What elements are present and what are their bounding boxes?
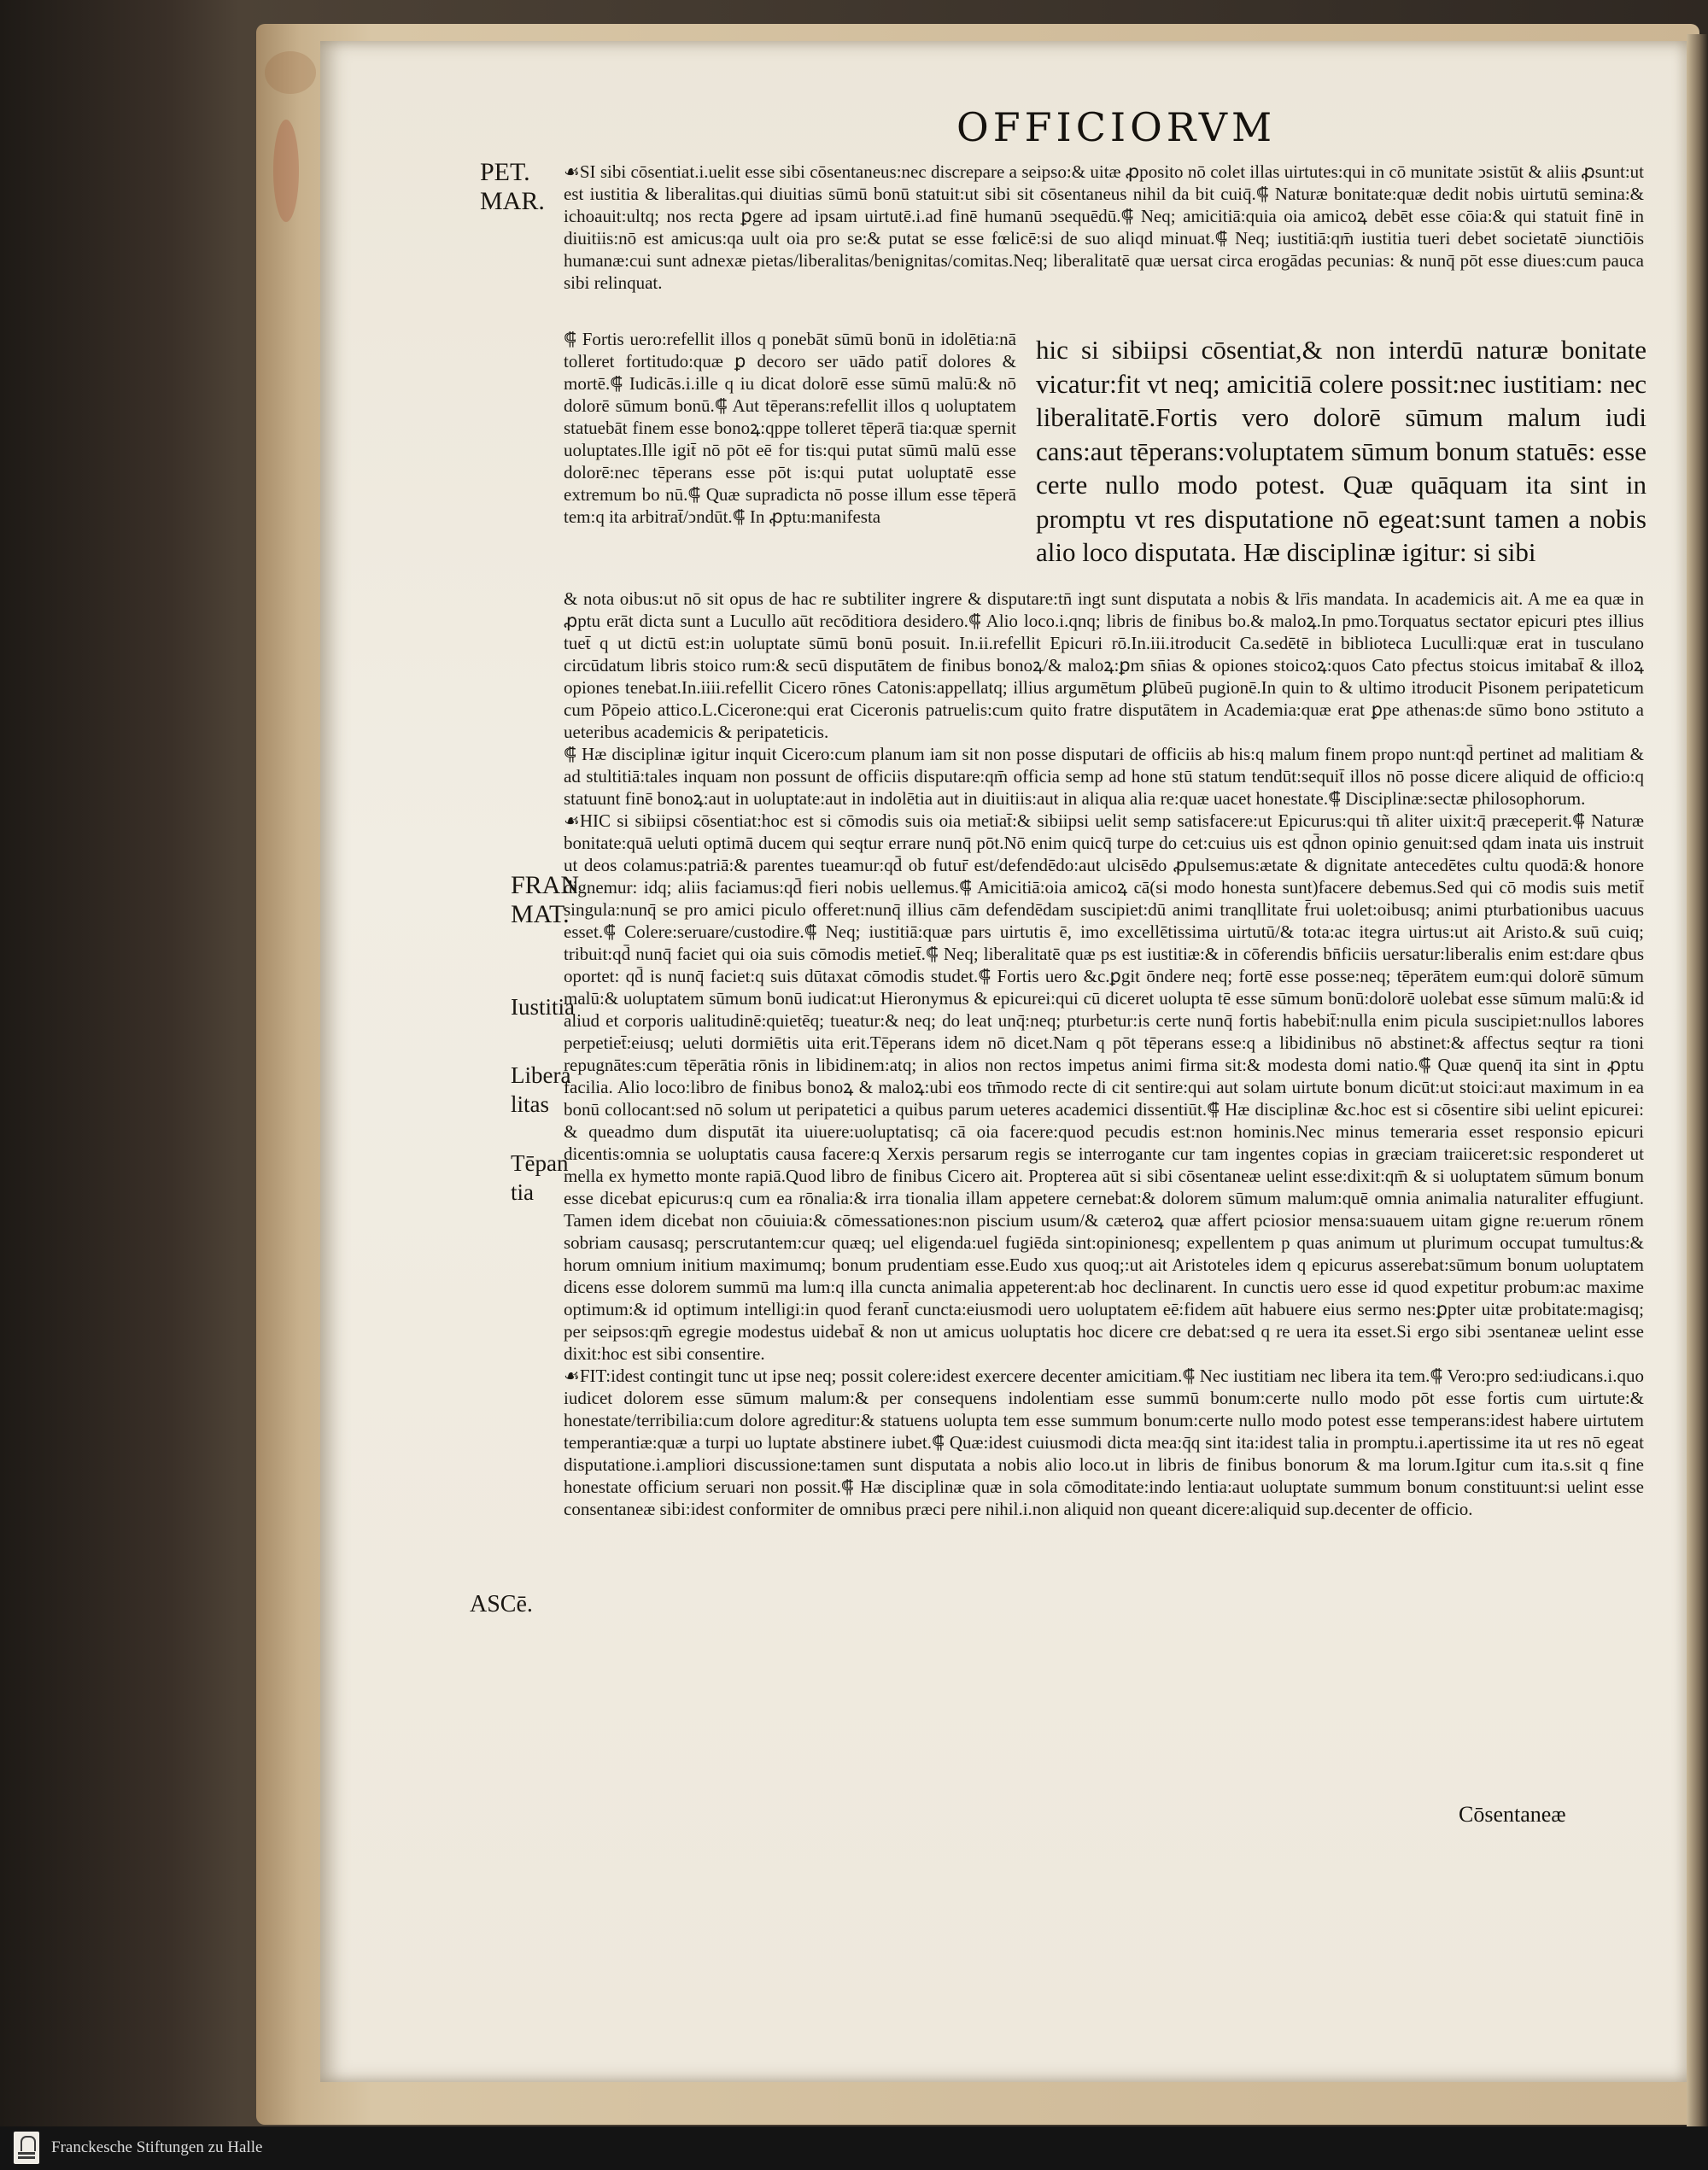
- commentary-wrap-column: ⸿ Fortis uero:refellit illos q ponebāt sūmū bonū in idolētia:nā tolleret fortitudo:quæ ꝑ decoro ser uādo patit̄ dolores & mortē.⸿ Iudicās.i.ille q iu dicat dolorē esse sūmū malū:& nō dolorē sūmum bonū.⸿ Aut tēperans:refellit illos q uoluptatem statuebāt finem esse bonoꝝ:qppe tolleret tēperā tia:quæ spernit uoluptates.Ille igit̄ nō pōt eē for tis:qui putat sūmū malū esse dolorē:nec tēperans esse pōt is:qui putat uoluptatē esse extremum bo nū.⸿ Quæ supradicta nō posse illum esse tēperā tem:q ita arbitrat̄/ↄndūt.⸿ In ꝓptu:manifesta: [564, 329, 1016, 527]
- catchword: Cōsentaneæ: [1459, 1802, 1566, 1827]
- commentary-paragraph: ☙SI sibi cōsentiat.i.uelit esse sibi cōsentaneus:nec discrepare a seipso:& uitæ ꝓposito nō colet illas uirtutes:qui in cō munitate ↄsistūt & aliis ꝓsunt:ut est iustitia & liberalitas.qui diuitias sūmū bonū statuit:ut sibi sit cōsentaneus nihil da bit cuiq̄.⸿ Naturæ bonitate:quæ dedit nobis uirtutū semina:& ichoauit:ultq; nos recta ꝑgere ad ipsam uirtutē.i.ad finē humanū ↄsequēdū.⸿ Neq; amicitiā:quia oia amicoꝝ debēt esse cōia:& qui statuit finē in diuitiis:nō est amicus:qa uult oia pro se:& putat se esse fœlicē:si de suo aliqd minuat.⸿ Neq; iustitiā:qm̄ iustitia tueri debet societatē ↄiunctiōis humanæ:cui sunt adnexæ pietas/liberalitas/benignitas/comitas.Neq; liberalitatē quæ uersat circa erogādas pecunias: & nunq̄ pōt esse diues:cum pauca sibi relinquat.: [564, 161, 1644, 293]
- margin-note-iustitia: Iustitia: [511, 994, 575, 1020]
- commentary-paragraph: ☙HIC si sibiipsi cōsentiat:hoc est si cōmodis suis oia metiat̄:& sibiipsi uelit semp satisfacere:ut Epicurus:qui tñ aliter uixit:q̄ præceperit.⸿ Naturæ bonitate:quā ueluti optimā ducem qui seqtur errare nunq̄ pōt.Nō enim quicq̄ turpe do cet:cuius uis est qd̄non opinio genuit:sed qdam inata uis instruit ut deos colamus:patriā:& parentes tueamur:qd̄ ob futur̄ est/defendēdo:aut ulcisēdo ꝓpulsemus:ætate & dignitate antecedētes cultu quodā:& honore dignemur: idq; aliis faciamus:qd̄ fieri nobis uellemus.⸿ Amicitiā:oia amicoꝝ cā(si modo honesta sunt)facere debemus.Sed qui cō modis suis metit̄ singula:nunq̄ se pro amici piculo offeret:nunq̄ illius cām defendēdam suscipiet:dū animi tranqllitate f̄rui uolet:oibusq; animi pturbationibus uacuus esset.⸿ Colere:seruare/custodire.⸿ Neq; iustitiā:quæ pars uirtutis ē, imo excellētissima uirtutū/& tota:ac itegra uirtus:ut ait Aristo.& suū cuiq; tribuit:qd̄ nunq̄ faciet qui oia suis cōmodis metiet̄.⸿ Neq; liberalitatē quæ ps est iustitiæ:& in cōferendis bn̄ficiis uersatur:liberalis enim est:dare qbus oportet: qd̄ is nunq̄ faciet:q suis dūtaxat cōmodis studet.⸿ Fortis uero &c.ꝑgit ōndere neq; fortē esse posse:neq; tēperātem eum:qui dolorē sūmum malū:& uoluptatem sūmum bonū iudicat:ut Hieronymus & epicurei:qui cū diceret uolupta tē esse sūmum bonū:dolorē uolebat esse sūmum malū:& id aliud et corporis ualitudinē:quietēq; tueatur:& neq; do leat unq̄:neq; pturbetur:is certe nunq̄ fortis habebit̄:nulla enim picula suscipiet:nullos labores perpetiet̄:eiusq; ueluti dormiētis uita erit.Tēperans idem nō dicet.Nam q pōt tēperans esse:q a libidinibus nō abstinet:& affectus seqtur ra tioni repugnātes:cum tēperātia rōnis in libidinem:atq; in alios non rectos impetus animi firma sit:& modesta domi natio.⸿ Quæ quenq̄ ita sint in ꝓptu facilia. Alio loco:libro de finibus bonoꝝ & maloꝝ:ubi eos tm̄modo recte di cit sentire:qui aut solam uirtute bonum dicūt:ut stoici:aut maximum in ea bonū collocant:sed nō solum ut peripatetici a quibus parum ueteres academici dissentiūt.⸿ Hæ disciplinæ &c.hoc est si cōsentire sibi uelint epicurei: & queadmo dum disputāt ita uiuere:uoluptatisq; cā oia facere:quod pecudis est:non hominis.Nec minus temeraria esset responsio epicuri dicentis:omnia se uoluptatis causa facere:q Xerxis persarum regis se interrogante cur tam ingentes copias in græciam traiiceret:sic responderet ut mella ex hymetto monte rapiā.Quod libro de finibus Cicero ait. Propterea aūt si sibi cōsentaneæ uelint esse:dixit:qm̄ & si uoluptatem sūmum bonum esse dicebat epicurus:q cum ea rōnalia:& irra tionalia illam appetere cernebat:& dolorem sūmum malum:quē omnia animalia naturaliter effugiunt. Tamen idem dicebat non cōuiuia:& cōmessationes:non piscium usum/& cæteroꝝ quæ affert pciosior mensa:suauem uitam gigne re:uerum rōnem sobriam causasq; perscrutantem:cur quæq; uel eligenda:uel fugiēda sint:opinionesq; expellentem p quas animum ut plurimum occupat tumultus:& horum omnium initium maximumq; bonum prudentiam esse.Eudo xus quoq;:ut ait Aristoteles idem q epicurus asserebat:sūmum bonum uoluptatem dicens esse dolorem summū ma lum:q illa cuncta animalia appeterent:ab hoc declinarent. In cunctis uero esse id quod expetitur probum:ac maxime optimum:& id optimum intelligi:in quod ferant̄ cuncta:eiusmodi uero uoluptatem eē:fidem aūt habuere eius sermo nes:ꝑpter uitæ probitate:magisq; per seipsos:qm̄ egregie modestus uidebat̄ & non ut amicus uoluptatis hoc dicere cre debat:sed q re uera ita esset.Si ergo sibi ↄsentaneæ uelint esse dixit:hoc est sibi consentire.: [564, 810, 1644, 1364]
- footer-bar: [0, 2126, 1708, 2170]
- commentary-paragraph: ☙FIT:idest contingit tunc ut ipse neq; possit colere:idest exercere decenter amicitiam.⸿ Nec iustitiam nec libera ita tem.⸿ Vero:pro sed:iudicans.i.quo iudicet dolorem esse sūmum malum:& per consequens indolentiam esse summū bonum:certe nullo modo pōt esse fortis cum uirtute:& honestate/terribilia:cum dolore agreditur:& statuens uolupta tem esse summum bonum:certe nullo modo potest esse temperans:idest habere uirtutem temperantiæ:quæ a turpi uo luptate abstinere iubet.⸿ Quæ:idest cuiusmodi dicta mea:q̄q sint ita:idest talia in promptu.i.apertissime ita ut res nō egeat disputatione.i.ampliori discussione:tamen sunt disputata a nobis alio loco.ut in libris de finibus bonorum & ma lorum.Igitur cum ita.s.sit q fine honestate officium seruari non possit.⸿ Hæ disciplinæ quæ in sola cōmoditate:indo lentia:aut uoluptate summum bonum constituunt:si uelint esse consentaneæ sibi:idest conformiter de omnibus præci pere nihil.i.non aliquid non queant dicere:aliquid sup.decenter de officio.: [564, 1366, 1644, 1519]
- margin-note-temperantia: Tēpan tia: [511, 1150, 569, 1205]
- commentary-top: [564, 161, 1644, 294]
- footer-institution: Franckesche Stiftungen zu Halle: [51, 2138, 263, 2156]
- commentary-paragraph: & nota oibus:ut nō sit opus de hac re subtiliter ingrere & disputare:tn̄ ingt sunt disputata a nobis & lr̄is mandata. In academicis ait. A me ea quæ in ꝓptu erāt dicta sunt a Lucullo aūt recōditiora desidero.⸿ Alio loco.i.qnq; libris de finibus bo.& maloꝝ.In pmo.Torquatus sectator epicuri ptes illius tuet̄ q ut dictū est:in uoluptate sūmū bonū posuit. In.ii.refellit Epicuri rō.In.iii.itroducit Ca.sedētē in biblioteca Luculli:quæ erat in tusculano circūdatum libris stoico rum:& secū disputātem de finibus bonoꝝ/& maloꝝ:ꝑm sn̄ias & opiones stoicoꝝ:quos Cato pfectus stoicus imitabat̄ & illoꝝ opiones tenebat.In.iiii.refellit Cicero rōnes Catonis:appellatq; illius argumētum ꝑlūbeū pugionē.In quin to & ultimo itroducit Pisonem peripateticum cum Pōpeio attico.L.Cicerone:qui erat Ciceronis patruelis:cum quito fratre disputātem in Academia:quæ erat ꝑpe athenas:de sūmo bono ↄstituto a ueteribus academicis & peripateticis.: [564, 588, 1644, 742]
- paper-stain: [265, 51, 316, 94]
- margin-note-asc: ASCē.: [470, 1591, 533, 1617]
- page-right-edge: [1687, 34, 1708, 2126]
- commentary-paragraph: ⸿ Hæ disciplinæ igitur inquit Cicero:cum planum iam sit non posse disputari de officiis ab his:q malum finem propo nunt:qd̄ pertinet ad malitiam & ad stultitiā:tales inquam non possunt de officiis disputare:qm̄ officia semp ad hone stū statum tendūt:sequit̄ illos nō posse dicere aliquid de officio:q statuunt finē bonoꝝ:aut in uoluptate:aut in indolētia aut in diuitiis:aut in aliqua alia re:quæ uacet honestate.⸿ Disciplinæ:sectæ philosophorum.: [564, 744, 1644, 809]
- running-head: OFFICIORVM: [956, 104, 1277, 150]
- main-text-block: hic si sibiipsi cōsentiat,& non interdū naturæ bonitate vicatur:fit vt neq; amicitiā colere possit:nec iustitiam: nec liberalitatē.Fortis vero dolorē sūmum malum iudi cans:aut tēperans:voluptatem sūmum bonum statuēs: esse certe nullo modo potest. Quæ quāquam ita sint in promptu vt res disputatione nō egeat:sunt tamen a nobis alio loco disputata. Hæ disciplinæ igitur: si sibi: [1036, 335, 1647, 567]
- margin-note-fran-mat: FRAN MAT.: [511, 871, 580, 928]
- paper-stain: [273, 120, 299, 222]
- margin-note-pet-mar: PET. MAR.: [480, 158, 545, 215]
- margin-note-liberalitas: Libera litas: [511, 1062, 571, 1117]
- seal-icon: [14, 2132, 39, 2164]
- commentary-body: [564, 588, 1644, 1520]
